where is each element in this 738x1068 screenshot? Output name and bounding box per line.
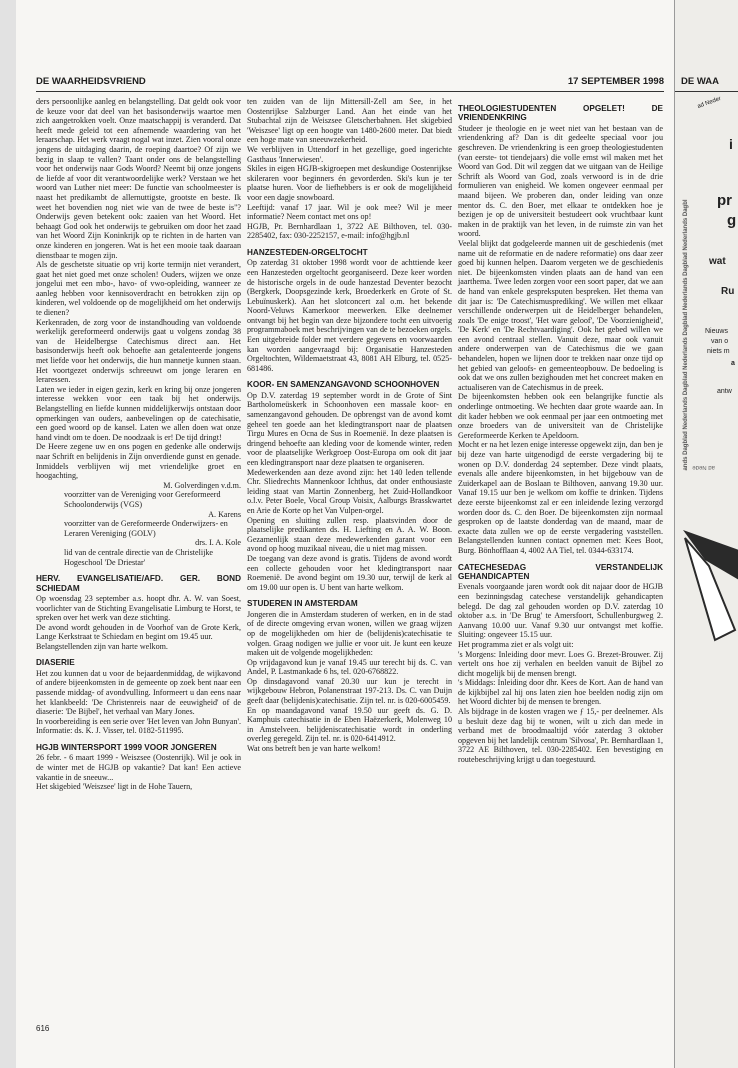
issue-date: 17 SEPTEMBER 1998 [567,76,664,87]
paragraph: Medewerkenden aan deze avond zijn: het 140 leden tellende Chr. Sliedrechts Mannenkoor Ichthus, dat onder enthousiaste leiding staat van Martin Zonnenberg, het Zuid-Hollandkoor o.l.v. Peter Boele, Vocal Group Voisix, Aalburgs Brasskwartet en Arie de Korte op het Van Vulpen-orgel. [247,467,452,515]
paragraph: Belangstellenden zijn van harte welkom. [36,641,168,651]
adjacent-header-rule [675,91,738,92]
adjacent-fragment: wat [709,256,726,267]
paragraph: Op dinsdagavond vanaf 20.30 uur kun je terecht in wijkgebouw Hebron, Polanenstraat 197-213. Ds. C. van Duijn geeft daar (belijdenis)catechisatie. Zijn tel. nr. is 020-6005459. [247,676,452,706]
paragraph: En op maandagavond vanaf 19.50 uur geeft ds. G. D. Kamphuis catechisatie in de Eben Haëzerkerk, Molenweg 10 in Amstelveen. belijdeniscatechisatie wordt in onderling overleg geregeld. Zijn tel. nr. is 020-6414912. [247,705,452,744]
paragraph: Op D.V. zaterdag 19 september wordt in de Grote of Sint Bartholomeüskerk in Schoonhoven een massale koor- en samenzangavond gehouden. De opbrengst van de avond komt geheel ten goede aan het kledingtransport naar de plaatsen Tirgu Mures en Ocna de Sus in Roemenië. In deze plaatsen is dringend behoefte aan kleding voor de komende winter, reden voor de plaatselijke Werkgroep Oost-Europa om ook dit jaar een kledingtransport naar deze plaatsen te organiseren. [247,390,452,467]
paragraph: Kerkenraden, de zorg voor de instandhouding van voldoende werkelijk gereformeerd onderwijs gaat u volgens zondag 38 van de Heidelbergse Catechismus direct aan. Het basisonderwijs heeft ook behoefte aan getalenteerde jongens met liefde voor het onderwijs, die hun mannetje kunnen staan. Het voortgezet onderwijs schreeuwt om jonge leraren en leraressen. [36,317,241,385]
paragraph: Op vrijdagavond kun je vanaf 19.45 uur terecht bij ds. C. van Andel, P. Lastmankade 6 hs, tel. 020-6768822. [247,657,452,677]
article-heading: CATECHESEDAG VERSTANDELIJK GEHANDICAPTEN [458,562,663,581]
paragraph: Op zaterdag 31 oktober 1998 wordt voor de achttiende keer een Hanzesteden orgeltocht georganiseerd. Deze keer worden de historische orgels in de oude hanzestad Deventer bezocht (Bergkerk, Doopsgezinde kerk, Broederkerk en Grote of St. Lebuïnuskerk). Aan het slotconcert zal o.m. het bekende Noord-Veluws Kamerkoor meewerken. Elke deelnemer ontvangt bij het begin van deze bijzondere tocht een uitvoerig programmaboek met beschrijvingen van de te bezoeken orgels. Een uitgebreide folder met verdere gegevens en voorwaarden kan worden aangevraagd bij: Organisatie Hanzesteden Orgeltochten, Wildemaetstraat 43, 8081 AH Elburg, tel. 0525-681486. [247,258,452,373]
article-heading: DIASERIE [36,658,75,668]
paragraph: Laten we ieder in eigen gezin, kerk en kring bij onze jongeren interesse wekken voor een taak bij het onderwijs. Belangstelling en liefde kunnen middelijkerwijs ontstaan door opmerkingen van ouders, aanbevelingen op de catechisatie, een goed woord op de kansel. Laten we allen doen wat onze hand vindt om te doen. De noodzaak is er! De tijd dringt! [36,384,241,442]
paragraph: Leeftijd: vanaf 17 jaar. Wil je ook mee? Wil je meer informatie? Neem contact met ons op! [247,202,452,222]
column-3 [458,97,663,765]
paragraph: Als bijdrage in de kosten vragen we ƒ 15,- per deelnemer. Als u besluit deze dag bij te wonen, wilt u zich dan mede in verband met de broodmaaltijd vóór zaterdag 3 oktober opgeven bij het landelijk centrum 'Silvosa', Pr. Bernhardlaan 1, 3722 AE Bilthoven, tel. 030-2285402. Een bevestiging en routebeschrijving krijgt u dan toegestuurd. [458,707,663,765]
paragraph: We verblijven in Uttendorf in het gezellige, goed ingerichte Gasthaus 'Innerwiesen'. [247,144,452,164]
page-header [36,76,664,90]
adjacent-fragment: van o [711,338,729,345]
signature-role: voorzitter van de Gereformeerde Onderwijzers- en Leraren Vereniging (GOLV) [64,519,228,538]
signature: A. Karens [208,509,241,519]
paragraph: Veelal blijkt dat godgeleerde mannen uit de geschiedenis (met name uit de reformatie en de nadere reformatie) ons daar zeer goed bij kunnen helpen. Daarom vergeten we de geschiedenis niet. De bijeenkomsten vinden plaats aan de hand van een jaarthema. Twee leden zorgen voor een soort paper, dat we aan de hand van enkele gespreksputen bespreken. Het thema van dit jaar is: 'De Catechismusprediking'. We willen met elkaar verschillende onderwerpen uit de Heidelberger behandelen, zoals 'De enige troost', 'Het ware geloof', 'De Voorzienigheid', 'De Kerk' en 'De Rechtvaardiging'. Ook het gebed willen we een avond centraal stellen. Vanuit deze, maar ook vanuit andere onderwerpen van de Catechismus die we gaan behandelen, hopen we lijnen door te trekken naar onze tijd op het gebied van geloofs- en gemeenteopbouw. De bedoeling is ook dat we ons zullen bezighouden met het concreet maken en actualiseren van de Catechismus in de preek. [458,238,663,392]
paragraph: Skiles in eigen HGJB-skigroepen met deskundige Oostenrijkse skileraren voor beginners én gevorderden. Ski's kun je ter plaatse huren. Voor de liefhebbers is er ook de mogelijkheid voor een dagje snowboard. [247,164,452,202]
paragraph: ten zuiden van de lijn Mittersill-Zell am See, in het Oostenrijkse Salzburger Land. Aan het einde van het Stubachtal zijn de Weiszsee Gletscherbahnen. Het skigebied 'Weiszsee' ligt op een hoogte van 1480-2600 meter. Dat biedt een hoge mate van sneeuwzekerheid. [247,97,452,145]
paragraph: Wat ons betreft ben je van harte welkom! [247,744,381,754]
signature-role: voorzitter van de Vereniging voor Gereformeerd Schoolonderwijs (VGS) [64,490,221,509]
header-rule [36,91,664,92]
paragraph: In voorbereiding is een serie over 'Het leven van John Bunyan'. [36,716,241,726]
article-heading: HGJB WINTERSPORT 1999 VOOR JONGEREN [36,743,217,753]
article-heading: HERV. EVANGELISATIE/AFD. GER. BOND SCHIEDAM [36,574,241,593]
adjacent-page [674,0,738,1068]
newspaper-page [16,0,674,1068]
signature: drs. I. A. Kole [195,538,241,548]
paragraph: Het programma ziet er als volgt uit: [458,639,574,649]
article-heading: THEOLOGIESTUDENTEN OPGELET! DE VRIENDENKRING [458,104,663,123]
paragraph: Het zou kunnen dat u voor de bejaardenmiddag, de wijkavond of andere bijeenkomsten in de gemeente op zoek bent naar een passende middag- of avondvulling. Informeert u dan eens naar het klankbeeld: 'De Christenreis naar de eeuwigheid' of de diaserie: 'De Bijbel', het verhaal van Mary Jones. [36,668,241,717]
paragraph: De bijeenkomsten hebben ook een belangrijke functie als onderlinge ontmoeting. We hechten daar grote waarde aan. In dit kader hebben we ook eenmaal per jaar een ontmoeting met onze broeders van de universiteit van de Christelijke Gereformeerde Kerken te Apeldoorn. [458,392,663,440]
page-gutter [0,0,16,1068]
article-heading: HANZESTEDEN-ORGELTOCHT [247,247,368,257]
paragraph: Informatie: ds. K. J. Visser, tel. 0182-511995. [36,726,184,736]
article-heading: STUDEREN IN AMSTERDAM [247,599,358,609]
adjacent-fragment: antw [717,388,732,395]
publication-name: DE WAARHEIDSVRIEND [36,76,146,87]
adjacent-bottom-text: ad Nede [692,464,715,470]
paragraph: 's Morgens: Inleiding door mevr. Loes G. Brezet-Brouwer. Zij vertelt ons hoe zij verhalen en beelden vanuit de Bijbel zo dicht mogelijk bij de mensen brengt. [458,649,663,678]
adjacent-graphic [675,520,738,840]
paragraph: Studeer je theologie en je weet niet van het bestaan van de vriendenkring af? Dan is dit gedeelte speciaal voor jou geschreven. De vriendenkring is een groep theologiestudenten (van eerste- tot tiendejaars) die volle ernst wil maken met het Woord van God. Dit wil zeggen dat we uitgaan van de Heilige Schrift als Woord van God, zoals verwoord is in de drie formulieren van enigheid. We komen ongeveer eenmaal per maand bijeen. We proberen dan, onder leiding van onze mentor ds. C. den Boer, met elkaar te ontdekken hoe je bezigen je op de universiteit bestudeert ook vruchtbaar kunt maken in de praktijk van het leven, in de ruimste zin van het woord. [458,123,663,239]
paragraph: HGJB, Pr. Bernhardlaan 1, 3722 AE Bilthoven, tel. 030-2285402, fax: 030-2252157, e-mail: info@hgjb.nl [247,221,452,241]
adjacent-fragment: Nieuws [705,328,728,335]
paragraph: Op woensdag 23 september a.s. hoopt dhr. A. W. van Soest, voorlichter van de Stichting Evangelisatie Limburg te Horst, te spreken over het werk van deze stichting. [36,593,241,623]
paragraph: Als de geschetste situatie op vrij korte termijn niet verandert, gaat het niet goed met onze scholen! Ouders, wijzen we onze jongelui met een mbo-, havo- of vwo-opleiding, wanneer ze aanleg hebben voor kennisoverdracht en betrokken zijn op kinderen, wel voldoende op de mogelijkheid om het onderwijs te dienen? [36,260,241,318]
paragraph: ders persoonlijke aanleg en belangstelling. Dat geldt ook voor de keuze voor dat deel van het basisonderwijs waartoe men zich aangetrokken voelt. Onze maatschappij is veranderd. Dat heeft mede geleid tot een afnemende waardering van het leraarschap. Het werk vraagt nogal wat inzet. Zien vooral onze jongens de uitdaging daarin, de roeping daartoe? Of zijn we bezig in slaap te vallen? Taant onder ons de belangstelling voor het onderwijs naar Gods Woord? Neemt bij onze jongens de liefde af voor dit verantwoordelijke werk? Verstaan we het woord van Luther niet meer: De functie van schoolmeester is naast het predikambt de allernuttigste, grootste en beste. Ik weet het bovendien nog niet wie van de twee de beste is"? Onderwijs geven betekent ook: zaaien van het Woord. Het behaagt God ook het onderwijs te gebruiken om door het zaad van het Woord Zijn Koninkrijk op te richten in de harten van onze kinderen en jongeren. Wat is het een mooie taak daaraan dienstbaar te mogen zijn. [36,97,241,260]
paragraph: De Heere zegene uw en ons pogen en gedenke alle onderwijs naar Schrift en belijdenis in Zijn onverdiende gunst en genade. Inmiddels verblijven wij met vriendelijke groet en hoogachting, [36,442,241,481]
paragraph: Mocht er na het lezen enige interesse opgewekt zijn, dan ben je bij deze van harte uitgenodigd de eerste vergadering bij te wonen op D.V. donderdag 24 september. Deze vindt plaats, evenals alle andere bijeenkomsten, in het bijgebouw van de Zuiderkapel aan de Boslaan te Bilthoven, aanvang 19.30 uur. Vanaf 19.15 uur ben je welkom om koffie te drinken. Tijdens deze eerste bijeenkomst zal er een inleidende lezing verzorgd worden door ds. C. den Boer. De bijeenkomsten zijn normaal gesproken op de laatste donderdag van de maand, maar de exacte data zullen we op de eerste vergadering vaststellen. Belangstellenden kunnen contact opnemen met: Kees Boot, Burg. Bönhofflaan 4, 4002 AA Tiel, tel. 0344-633174. [458,440,663,555]
adjacent-fragment: g [727,212,737,229]
adjacent-fragment: a [731,360,735,367]
paragraph: De avond wordt gehouden in de Voorhof van de Grote Kerk, Lange Kerkstraat te Schiedam en begint om 19.45 uur. [36,622,241,642]
paragraph: Opening en sluiting zullen resp. plaatsvinden door de plaatselijke predikanten ds. H. Liefting en A. A. W. Boon. Gezamenlijk staan deze medewerkenden garant voor een avond op hoog muzikaal niveau, die u niet mag missen. [247,515,452,554]
article-heading: KOOR- EN SAMENZANGAVOND SCHOONHOVEN [247,380,440,390]
adjacent-fragment: Ru [721,286,735,297]
column-2 [247,97,452,754]
adjacent-side-text: ands Dagblad Nederlands Dagblad Nederlands Dagblad Nederlands Dagblad Nederlands Dagbl [683,199,689,471]
signature-role: lid van de centrale directie van de Christelijke Hogeschool 'De Driestar' [64,547,213,567]
paragraph: 's Middags: Inleiding door dhr. Kees de Kort. Aan de hand van de kijkbijbel zal hij ons laten zien hoe beelden nodig zijn om het Woord dichter bij de mensen te brengen. [458,678,663,707]
paragraph: Jongeren die in Amsterdam studeren of werken, en in de stad of de directe omgeving ervan wonen, willen we graag wijzen op de mogelijkheden om hier de (belijdenis)catechisatie te volgen. Graag nodigen we jullie er voor uit. Je kunt een keuze maken uit de volgende mogelijkheden: [247,609,452,658]
paragraph: 26 febr. - 6 maart 1999 - Weiszsee (Oostenrijk). Wil je ook in de winter met de HGJB op vakantie? Dat kan! Een actieve vakantie in de sneeuw... [36,753,241,782]
paragraph: Het skigebied 'Weiszsee' ligt in de Hohe Tauern, [36,782,193,792]
adjacent-page-header: DE WAA [681,76,719,87]
adjacent-fragment: i [729,136,733,152]
adjacent-fragment: niets m [707,348,730,355]
signature: M. Golverdingen v.d.m. [163,480,241,490]
paragraph: Evenals voorgaande jaren wordt ook dit najaar door de HGJB een bezinningsdag catechese verstandelijk gehandicapten belegd. De dag zal gehouden worden op D.V. zaterdag 10 oktober a.s. in 'De Brug' te Amersfoort, Schullenburgweg 2. Aanvang 10.00 uur. Vanaf 9.30 uur ontvangst met koffie. Sluiting: ongeveer 15.15 uur. [458,582,663,640]
adjacent-fragment: pr [717,192,732,209]
page-number: 616 [36,1024,50,1033]
adjacent-side-banner [679,100,693,570]
adjacent-fragment: ad Neder [696,95,722,111]
paragraph: De toegang van deze avond is gratis. Tijdens de avond wordt een collecte gehouden voor het kledingtransport naar Roemenië. De avond begint om 19.30 uur, terwijl de kerk al om 19.00 uur open is. U bent van harte welkom. [247,553,452,592]
column-1 [36,97,241,792]
